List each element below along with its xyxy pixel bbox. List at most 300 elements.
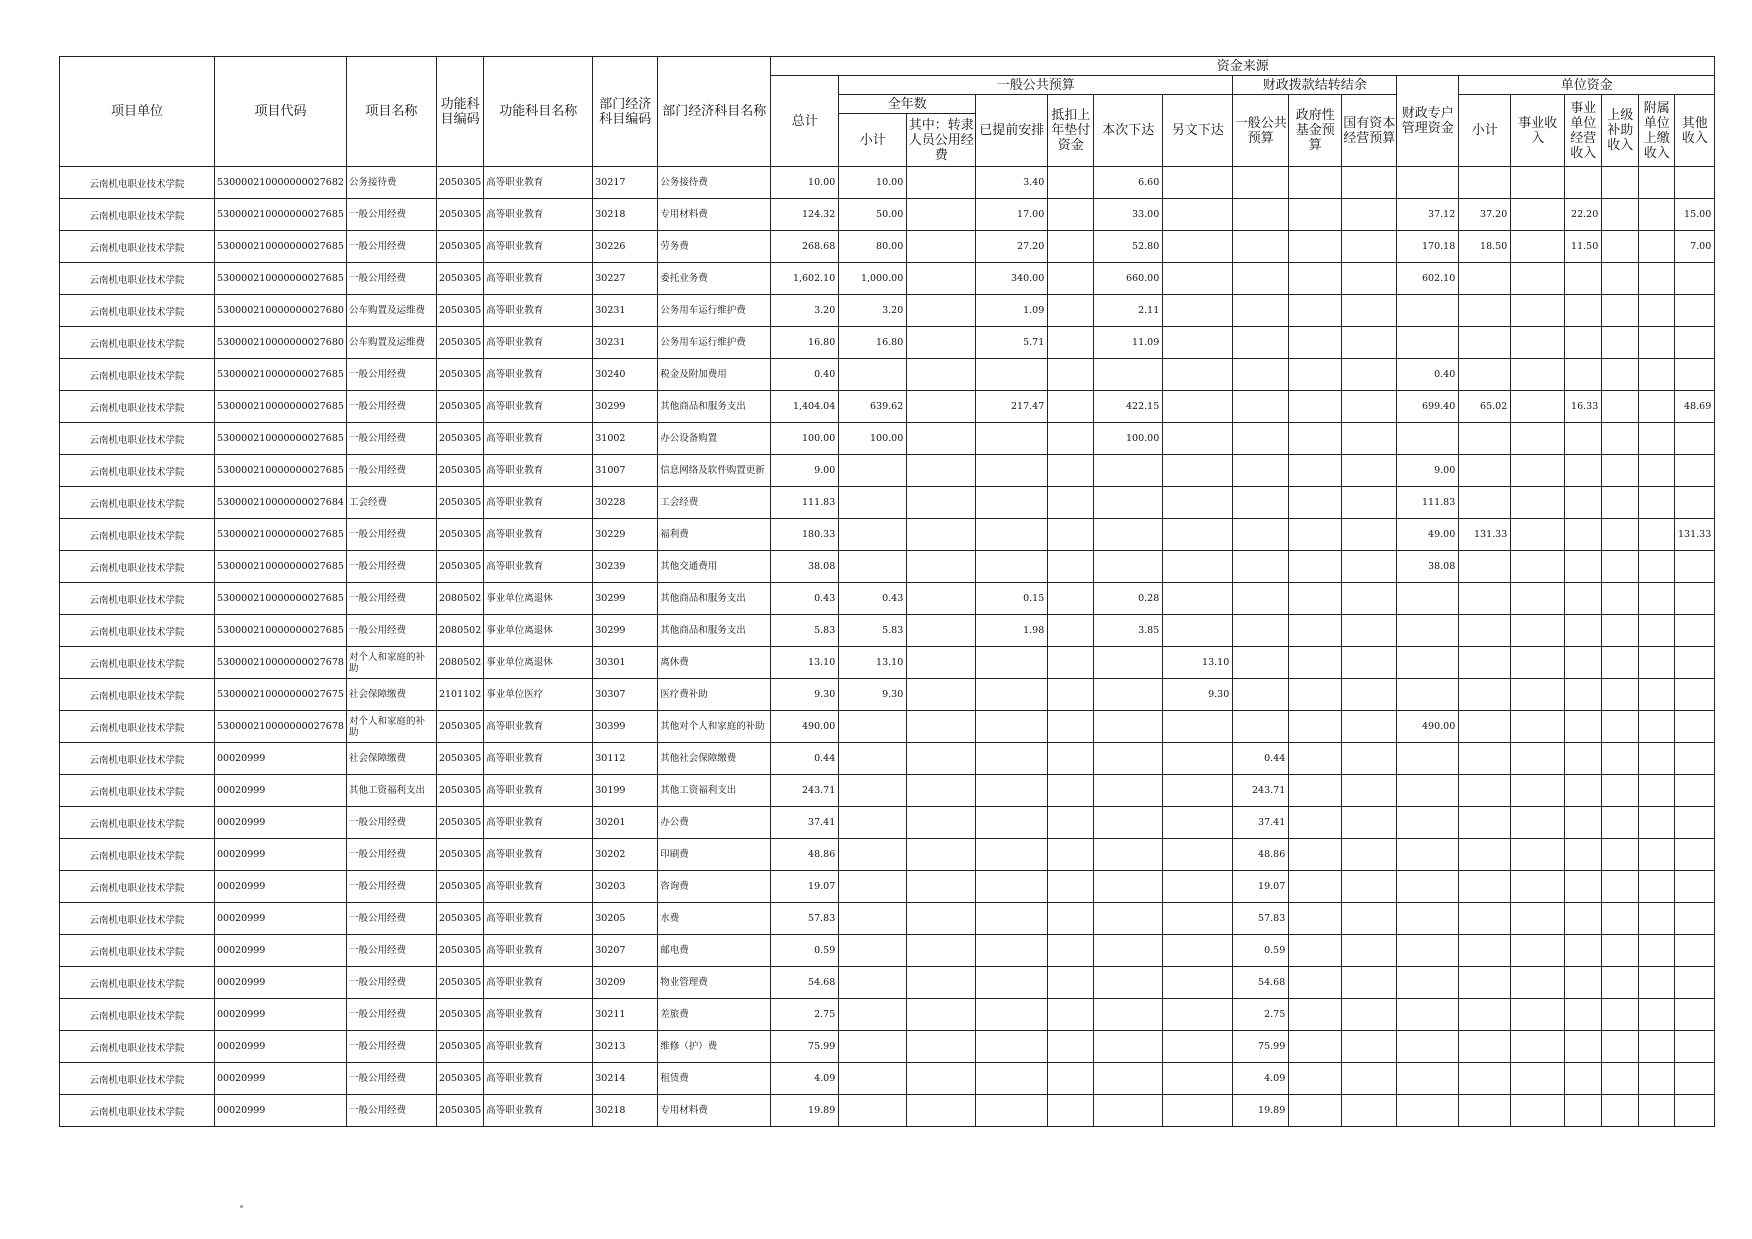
cell-tb-state-capital xyxy=(1342,839,1397,871)
cell-subtotal xyxy=(839,807,907,839)
cell-name: 一般公用经费 xyxy=(346,903,436,935)
cell-tb-gov-fund xyxy=(1289,167,1342,199)
cell-uf-business xyxy=(1511,999,1565,1031)
cell-uf-superior xyxy=(1602,327,1639,359)
cell-uf-subtotal xyxy=(1459,999,1511,1031)
cell-uf-operating xyxy=(1565,551,1602,583)
header-separate-issue: 另文下达 xyxy=(1163,95,1233,167)
cell-econ-code: 30299 xyxy=(593,583,658,615)
cell-func-name: 高等职业教育 xyxy=(484,199,593,231)
cell-this-issue xyxy=(1094,839,1163,871)
cell-this-issue: 52.80 xyxy=(1094,231,1163,263)
cell-total: 124.32 xyxy=(771,199,839,231)
cell-deduct-prior xyxy=(1048,679,1094,711)
cell-deduct-prior xyxy=(1048,519,1094,551)
cell-uf-other xyxy=(1675,295,1715,327)
table-row xyxy=(60,455,1715,487)
cell-func-name: 高等职业教育 xyxy=(484,167,593,199)
cell-of-which xyxy=(907,1095,976,1127)
cell-special-fund xyxy=(1397,167,1459,199)
cell-subtotal xyxy=(839,519,907,551)
cell-total: 9.30 xyxy=(771,679,839,711)
table-row xyxy=(60,615,1715,647)
cell-uf-subtotal xyxy=(1459,903,1511,935)
cell-econ-name: 维修（护）费 xyxy=(658,1031,771,1063)
cell-uf-affiliated xyxy=(1639,743,1675,775)
cell-tb-state-capital xyxy=(1342,743,1397,775)
cell-unit: 云南机电职业技术学院 xyxy=(60,647,215,679)
cell-deduct-prior xyxy=(1048,199,1094,231)
cell-econ-code: 30202 xyxy=(593,839,658,871)
cell-tb-general: 75.99 xyxy=(1233,1031,1289,1063)
cell-special-fund: 0.40 xyxy=(1397,359,1459,391)
cell-econ-name: 税金及附加费用 xyxy=(658,359,771,391)
cell-deduct-prior xyxy=(1048,967,1094,999)
cell-func-code: 2050305 xyxy=(436,295,483,327)
cell-uf-business xyxy=(1511,839,1565,871)
cell-advance: 27.20 xyxy=(976,231,1048,263)
cell-tb-gov-fund xyxy=(1289,935,1342,967)
cell-code: 530000210000000027675 xyxy=(215,679,347,711)
cell-special-fund xyxy=(1397,583,1459,615)
cell-func-name: 事业单位离退休 xyxy=(484,615,593,647)
cell-func-name: 高等职业教育 xyxy=(484,743,593,775)
cell-uf-subtotal xyxy=(1459,263,1511,295)
cell-this-issue xyxy=(1094,487,1163,519)
cell-name: 一般公用经费 xyxy=(346,839,436,871)
cell-func-code: 2050305 xyxy=(436,839,483,871)
cell-deduct-prior xyxy=(1048,775,1094,807)
cell-uf-other xyxy=(1675,551,1715,583)
cell-uf-operating xyxy=(1565,711,1602,743)
cell-uf-affiliated xyxy=(1639,1095,1675,1127)
cell-separate-issue xyxy=(1163,871,1233,903)
cell-econ-code: 30231 xyxy=(593,327,658,359)
cell-total: 4.09 xyxy=(771,1063,839,1095)
cell-advance xyxy=(976,455,1048,487)
cell-separate-issue xyxy=(1163,615,1233,647)
cell-uf-superior xyxy=(1602,615,1639,647)
cell-this-issue: 422.15 xyxy=(1094,391,1163,423)
cell-unit: 云南机电职业技术学院 xyxy=(60,807,215,839)
header-of-which: 其中：转隶人员公用经费 xyxy=(907,114,976,167)
table-row xyxy=(60,839,1715,871)
cell-func-code: 2050305 xyxy=(436,455,483,487)
cell-uf-business xyxy=(1511,679,1565,711)
cell-uf-operating xyxy=(1565,807,1602,839)
cell-deduct-prior xyxy=(1048,423,1094,455)
cell-econ-name: 印刷费 xyxy=(658,839,771,871)
cell-code: 00020999 xyxy=(215,999,347,1031)
cell-total: 54.68 xyxy=(771,967,839,999)
cell-unit: 云南机电职业技术学院 xyxy=(60,871,215,903)
cell-uf-subtotal xyxy=(1459,327,1511,359)
cell-econ-code: 30201 xyxy=(593,807,658,839)
cell-of-which xyxy=(907,775,976,807)
cell-tb-general xyxy=(1233,263,1289,295)
cell-tb-state-capital xyxy=(1342,487,1397,519)
cell-econ-code: 30207 xyxy=(593,935,658,967)
cell-tb-state-capital xyxy=(1342,359,1397,391)
cell-total: 19.89 xyxy=(771,1095,839,1127)
cell-uf-other xyxy=(1675,1031,1715,1063)
cell-advance xyxy=(976,519,1048,551)
cell-uf-other xyxy=(1675,263,1715,295)
header-advance: 已提前安排 xyxy=(976,95,1048,167)
cell-this-issue xyxy=(1094,1063,1163,1095)
cell-func-name: 高等职业教育 xyxy=(484,519,593,551)
cell-deduct-prior xyxy=(1048,1031,1094,1063)
header-tb-general: 一般公共预算 xyxy=(1233,95,1289,167)
cell-uf-operating xyxy=(1565,871,1602,903)
cell-deduct-prior xyxy=(1048,807,1094,839)
cell-econ-name: 其他工资福利支出 xyxy=(658,775,771,807)
cell-uf-subtotal xyxy=(1459,967,1511,999)
cell-separate-issue xyxy=(1163,839,1233,871)
cell-separate-issue xyxy=(1163,519,1233,551)
cell-func-name: 高等职业教育 xyxy=(484,359,593,391)
cell-func-name: 高等职业教育 xyxy=(484,967,593,999)
cell-uf-business xyxy=(1511,263,1565,295)
cell-tb-gov-fund xyxy=(1289,807,1342,839)
cell-separate-issue xyxy=(1163,231,1233,263)
cell-of-which xyxy=(907,1063,976,1095)
cell-advance xyxy=(976,1095,1048,1127)
cell-uf-business xyxy=(1511,615,1565,647)
table-row xyxy=(60,711,1715,743)
cell-uf-other xyxy=(1675,423,1715,455)
cell-subtotal: 100.00 xyxy=(839,423,907,455)
cell-uf-operating xyxy=(1565,1031,1602,1063)
cell-econ-code: 30203 xyxy=(593,871,658,903)
cell-deduct-prior xyxy=(1048,711,1094,743)
cell-unit: 云南机电职业技术学院 xyxy=(60,519,215,551)
cell-subtotal: 50.00 xyxy=(839,199,907,231)
cell-separate-issue xyxy=(1163,999,1233,1031)
cell-econ-code: 31007 xyxy=(593,455,658,487)
cell-tb-gov-fund xyxy=(1289,903,1342,935)
cell-advance: 0.15 xyxy=(976,583,1048,615)
cell-separate-issue xyxy=(1163,1095,1233,1127)
cell-econ-code: 30205 xyxy=(593,903,658,935)
cell-econ-code: 30211 xyxy=(593,999,658,1031)
cell-tb-general xyxy=(1233,231,1289,263)
cell-special-fund xyxy=(1397,1063,1459,1095)
cell-uf-superior xyxy=(1602,903,1639,935)
cell-special-fund xyxy=(1397,615,1459,647)
cell-unit: 云南机电职业技术学院 xyxy=(60,551,215,583)
cell-uf-other xyxy=(1675,967,1715,999)
cell-total: 100.00 xyxy=(771,423,839,455)
cell-code: 530000210000000027685 xyxy=(215,423,347,455)
cell-total: 111.83 xyxy=(771,487,839,519)
table-row xyxy=(60,231,1715,263)
cell-deduct-prior xyxy=(1048,551,1094,583)
cell-subtotal xyxy=(839,1063,907,1095)
cell-uf-business xyxy=(1511,455,1565,487)
cell-special-fund: 602.10 xyxy=(1397,263,1459,295)
cell-uf-superior xyxy=(1602,1063,1639,1095)
cell-uf-superior xyxy=(1602,359,1639,391)
cell-uf-operating xyxy=(1565,743,1602,775)
header-this-issue: 本次下达 xyxy=(1094,95,1163,167)
cell-tb-gov-fund xyxy=(1289,551,1342,583)
table-row xyxy=(60,583,1715,615)
cell-special-fund: 49.00 xyxy=(1397,519,1459,551)
cell-advance xyxy=(976,487,1048,519)
cell-this-issue xyxy=(1094,551,1163,583)
cell-name: 一般公用经费 xyxy=(346,871,436,903)
cell-tb-state-capital xyxy=(1342,903,1397,935)
cell-uf-business xyxy=(1511,1063,1565,1095)
header-total: 总计 xyxy=(771,76,839,167)
cell-func-code: 2080502 xyxy=(436,583,483,615)
cell-tb-state-capital xyxy=(1342,871,1397,903)
cell-special-fund xyxy=(1397,327,1459,359)
cell-econ-code: 30231 xyxy=(593,295,658,327)
cell-econ-name: 物业管理费 xyxy=(658,967,771,999)
cell-total: 268.68 xyxy=(771,231,839,263)
cell-subtotal xyxy=(839,551,907,583)
cell-uf-superior xyxy=(1602,519,1639,551)
cell-total: 13.10 xyxy=(771,647,839,679)
cell-uf-other xyxy=(1675,999,1715,1031)
cell-unit: 云南机电职业技术学院 xyxy=(60,967,215,999)
cell-subtotal: 3.20 xyxy=(839,295,907,327)
cell-tb-state-capital xyxy=(1342,615,1397,647)
header-econ-name: 部门经济科目名称 xyxy=(658,57,771,167)
cell-code: 530000210000000027685 xyxy=(215,359,347,391)
cell-code: 530000210000000027678 xyxy=(215,711,347,743)
cell-unit: 云南机电职业技术学院 xyxy=(60,295,215,327)
header-code: 项目代码 xyxy=(215,57,347,167)
cell-advance xyxy=(976,359,1048,391)
cell-uf-other: 7.00 xyxy=(1675,231,1715,263)
cell-econ-name: 其他对个人和家庭的补助 xyxy=(658,711,771,743)
cell-special-fund: 490.00 xyxy=(1397,711,1459,743)
cell-uf-superior xyxy=(1602,679,1639,711)
cell-uf-subtotal xyxy=(1459,1031,1511,1063)
cell-uf-other xyxy=(1675,487,1715,519)
cell-uf-other xyxy=(1675,903,1715,935)
cell-func-name: 高等职业教育 xyxy=(484,935,593,967)
cell-uf-business xyxy=(1511,167,1565,199)
cell-tb-general xyxy=(1233,583,1289,615)
cell-uf-superior xyxy=(1602,999,1639,1031)
cell-separate-issue xyxy=(1163,391,1233,423)
cell-code: 00020999 xyxy=(215,839,347,871)
cell-special-fund xyxy=(1397,775,1459,807)
cell-tb-state-capital xyxy=(1342,1095,1397,1127)
cell-subtotal xyxy=(839,711,907,743)
cell-uf-affiliated xyxy=(1639,327,1675,359)
cell-uf-superior xyxy=(1602,647,1639,679)
cell-of-which xyxy=(907,903,976,935)
cell-uf-operating xyxy=(1565,359,1602,391)
budget-table xyxy=(59,56,1715,1127)
cell-subtotal: 639.62 xyxy=(839,391,907,423)
cell-func-name: 事业单位离退休 xyxy=(484,647,593,679)
cell-advance: 340.00 xyxy=(976,263,1048,295)
cell-uf-superior xyxy=(1602,423,1639,455)
cell-tb-gov-fund xyxy=(1289,1095,1342,1127)
cell-uf-operating xyxy=(1565,615,1602,647)
header-deduct-prior: 抵扣上年垫付资金 xyxy=(1048,95,1094,167)
cell-func-name: 高等职业教育 xyxy=(484,1095,593,1127)
cell-tb-general xyxy=(1233,679,1289,711)
cell-uf-subtotal xyxy=(1459,167,1511,199)
cell-func-name: 高等职业教育 xyxy=(484,455,593,487)
cell-total: 57.83 xyxy=(771,903,839,935)
cell-deduct-prior xyxy=(1048,999,1094,1031)
cell-separate-issue xyxy=(1163,359,1233,391)
header-transfer-balance: 财政拨款结转结余 xyxy=(1233,76,1397,95)
cell-this-issue xyxy=(1094,1031,1163,1063)
cell-econ-name: 差旅费 xyxy=(658,999,771,1031)
cell-code: 00020999 xyxy=(215,967,347,999)
cell-uf-other xyxy=(1675,167,1715,199)
cell-uf-business xyxy=(1511,1031,1565,1063)
cell-name: 一般公用经费 xyxy=(346,1031,436,1063)
table-row xyxy=(60,1063,1715,1095)
cell-unit: 云南机电职业技术学院 xyxy=(60,1063,215,1095)
cell-econ-name: 公务接待费 xyxy=(658,167,771,199)
table-row xyxy=(60,903,1715,935)
cell-deduct-prior xyxy=(1048,743,1094,775)
cell-func-code: 2050305 xyxy=(436,551,483,583)
cell-tb-general xyxy=(1233,167,1289,199)
cell-econ-name: 专用材料费 xyxy=(658,199,771,231)
cell-tb-gov-fund xyxy=(1289,775,1342,807)
cell-name: 一般公用经费 xyxy=(346,967,436,999)
cell-econ-name: 专用材料费 xyxy=(658,1095,771,1127)
cell-tb-general: 2.75 xyxy=(1233,999,1289,1031)
cell-this-issue xyxy=(1094,967,1163,999)
cell-uf-business xyxy=(1511,871,1565,903)
cell-this-issue xyxy=(1094,1095,1163,1127)
cell-special-fund xyxy=(1397,1031,1459,1063)
cell-advance: 217.47 xyxy=(976,391,1048,423)
cell-of-which xyxy=(907,807,976,839)
cell-special-fund: 37.12 xyxy=(1397,199,1459,231)
cell-tb-gov-fund xyxy=(1289,871,1342,903)
cell-of-which xyxy=(907,391,976,423)
cell-deduct-prior xyxy=(1048,647,1094,679)
cell-this-issue: 6.60 xyxy=(1094,167,1163,199)
cell-tb-general xyxy=(1233,391,1289,423)
cell-deduct-prior xyxy=(1048,583,1094,615)
cell-code: 00020999 xyxy=(215,1095,347,1127)
cell-econ-name: 其他交通费用 xyxy=(658,551,771,583)
cell-advance xyxy=(976,1031,1048,1063)
cell-total: 5.83 xyxy=(771,615,839,647)
cell-special-fund xyxy=(1397,1095,1459,1127)
cell-tb-general: 48.86 xyxy=(1233,839,1289,871)
cell-uf-superior xyxy=(1602,391,1639,423)
cell-uf-affiliated xyxy=(1639,519,1675,551)
cell-tb-state-capital xyxy=(1342,679,1397,711)
header-econ-code: 部门经济科目编码 xyxy=(593,57,658,167)
cell-tb-gov-fund xyxy=(1289,359,1342,391)
header-uf-other: 其他收入 xyxy=(1675,95,1715,167)
cell-uf-affiliated xyxy=(1639,199,1675,231)
cell-tb-general xyxy=(1233,519,1289,551)
cell-tb-state-capital xyxy=(1342,263,1397,295)
cell-uf-subtotal: 131.33 xyxy=(1459,519,1511,551)
cell-tb-gov-fund xyxy=(1289,263,1342,295)
cell-this-issue: 33.00 xyxy=(1094,199,1163,231)
cell-func-code: 2050305 xyxy=(436,487,483,519)
cell-advance xyxy=(976,743,1048,775)
table-row xyxy=(60,327,1715,359)
cell-this-issue xyxy=(1094,807,1163,839)
cell-subtotal: 13.10 xyxy=(839,647,907,679)
cell-uf-superior xyxy=(1602,967,1639,999)
cell-econ-name: 邮电费 xyxy=(658,935,771,967)
cell-econ-name: 工会经费 xyxy=(658,487,771,519)
cell-code: 530000210000000027680 xyxy=(215,295,347,327)
cell-total: 0.44 xyxy=(771,743,839,775)
cell-name: 社会保障缴费 xyxy=(346,679,436,711)
cell-uf-superior xyxy=(1602,231,1639,263)
cell-name: 社会保障缴费 xyxy=(346,743,436,775)
header-uf-business: 事业收入 xyxy=(1511,95,1565,167)
cell-uf-other xyxy=(1675,359,1715,391)
cell-special-fund xyxy=(1397,903,1459,935)
table-row xyxy=(60,807,1715,839)
cell-deduct-prior xyxy=(1048,455,1094,487)
cell-uf-affiliated xyxy=(1639,551,1675,583)
cell-of-which xyxy=(907,647,976,679)
cell-subtotal xyxy=(839,935,907,967)
cell-tb-gov-fund xyxy=(1289,199,1342,231)
cell-tb-state-capital xyxy=(1342,455,1397,487)
cell-special-fund xyxy=(1397,423,1459,455)
cell-func-code: 2050305 xyxy=(436,1031,483,1063)
cell-func-name: 高等职业教育 xyxy=(484,807,593,839)
cell-name: 一般公用经费 xyxy=(346,231,436,263)
cell-uf-affiliated xyxy=(1639,903,1675,935)
cell-func-code: 2050305 xyxy=(436,711,483,743)
cell-of-which xyxy=(907,871,976,903)
cell-total: 180.33 xyxy=(771,519,839,551)
cell-uf-affiliated xyxy=(1639,359,1675,391)
cell-special-fund xyxy=(1397,679,1459,711)
cell-func-code: 2050305 xyxy=(436,263,483,295)
cell-uf-business xyxy=(1511,487,1565,519)
cell-uf-affiliated xyxy=(1639,615,1675,647)
table-row xyxy=(60,391,1715,423)
cell-name: 工会经费 xyxy=(346,487,436,519)
cell-uf-business xyxy=(1511,903,1565,935)
cell-uf-affiliated xyxy=(1639,1063,1675,1095)
cell-tb-gov-fund xyxy=(1289,679,1342,711)
cell-uf-operating xyxy=(1565,487,1602,519)
cell-name: 一般公用经费 xyxy=(346,359,436,391)
cell-econ-code: 30218 xyxy=(593,199,658,231)
cell-uf-operating xyxy=(1565,647,1602,679)
cell-econ-code: 30299 xyxy=(593,391,658,423)
cell-advance xyxy=(976,935,1048,967)
cell-special-fund xyxy=(1397,743,1459,775)
cell-deduct-prior xyxy=(1048,1095,1094,1127)
cell-uf-operating xyxy=(1565,935,1602,967)
header-unit-fund: 单位资金 xyxy=(1459,76,1715,95)
cell-tb-gov-fund xyxy=(1289,423,1342,455)
table-row xyxy=(60,359,1715,391)
header-tb-state-capital: 国有资本经营预算 xyxy=(1342,95,1397,167)
cell-name: 一般公用经费 xyxy=(346,615,436,647)
